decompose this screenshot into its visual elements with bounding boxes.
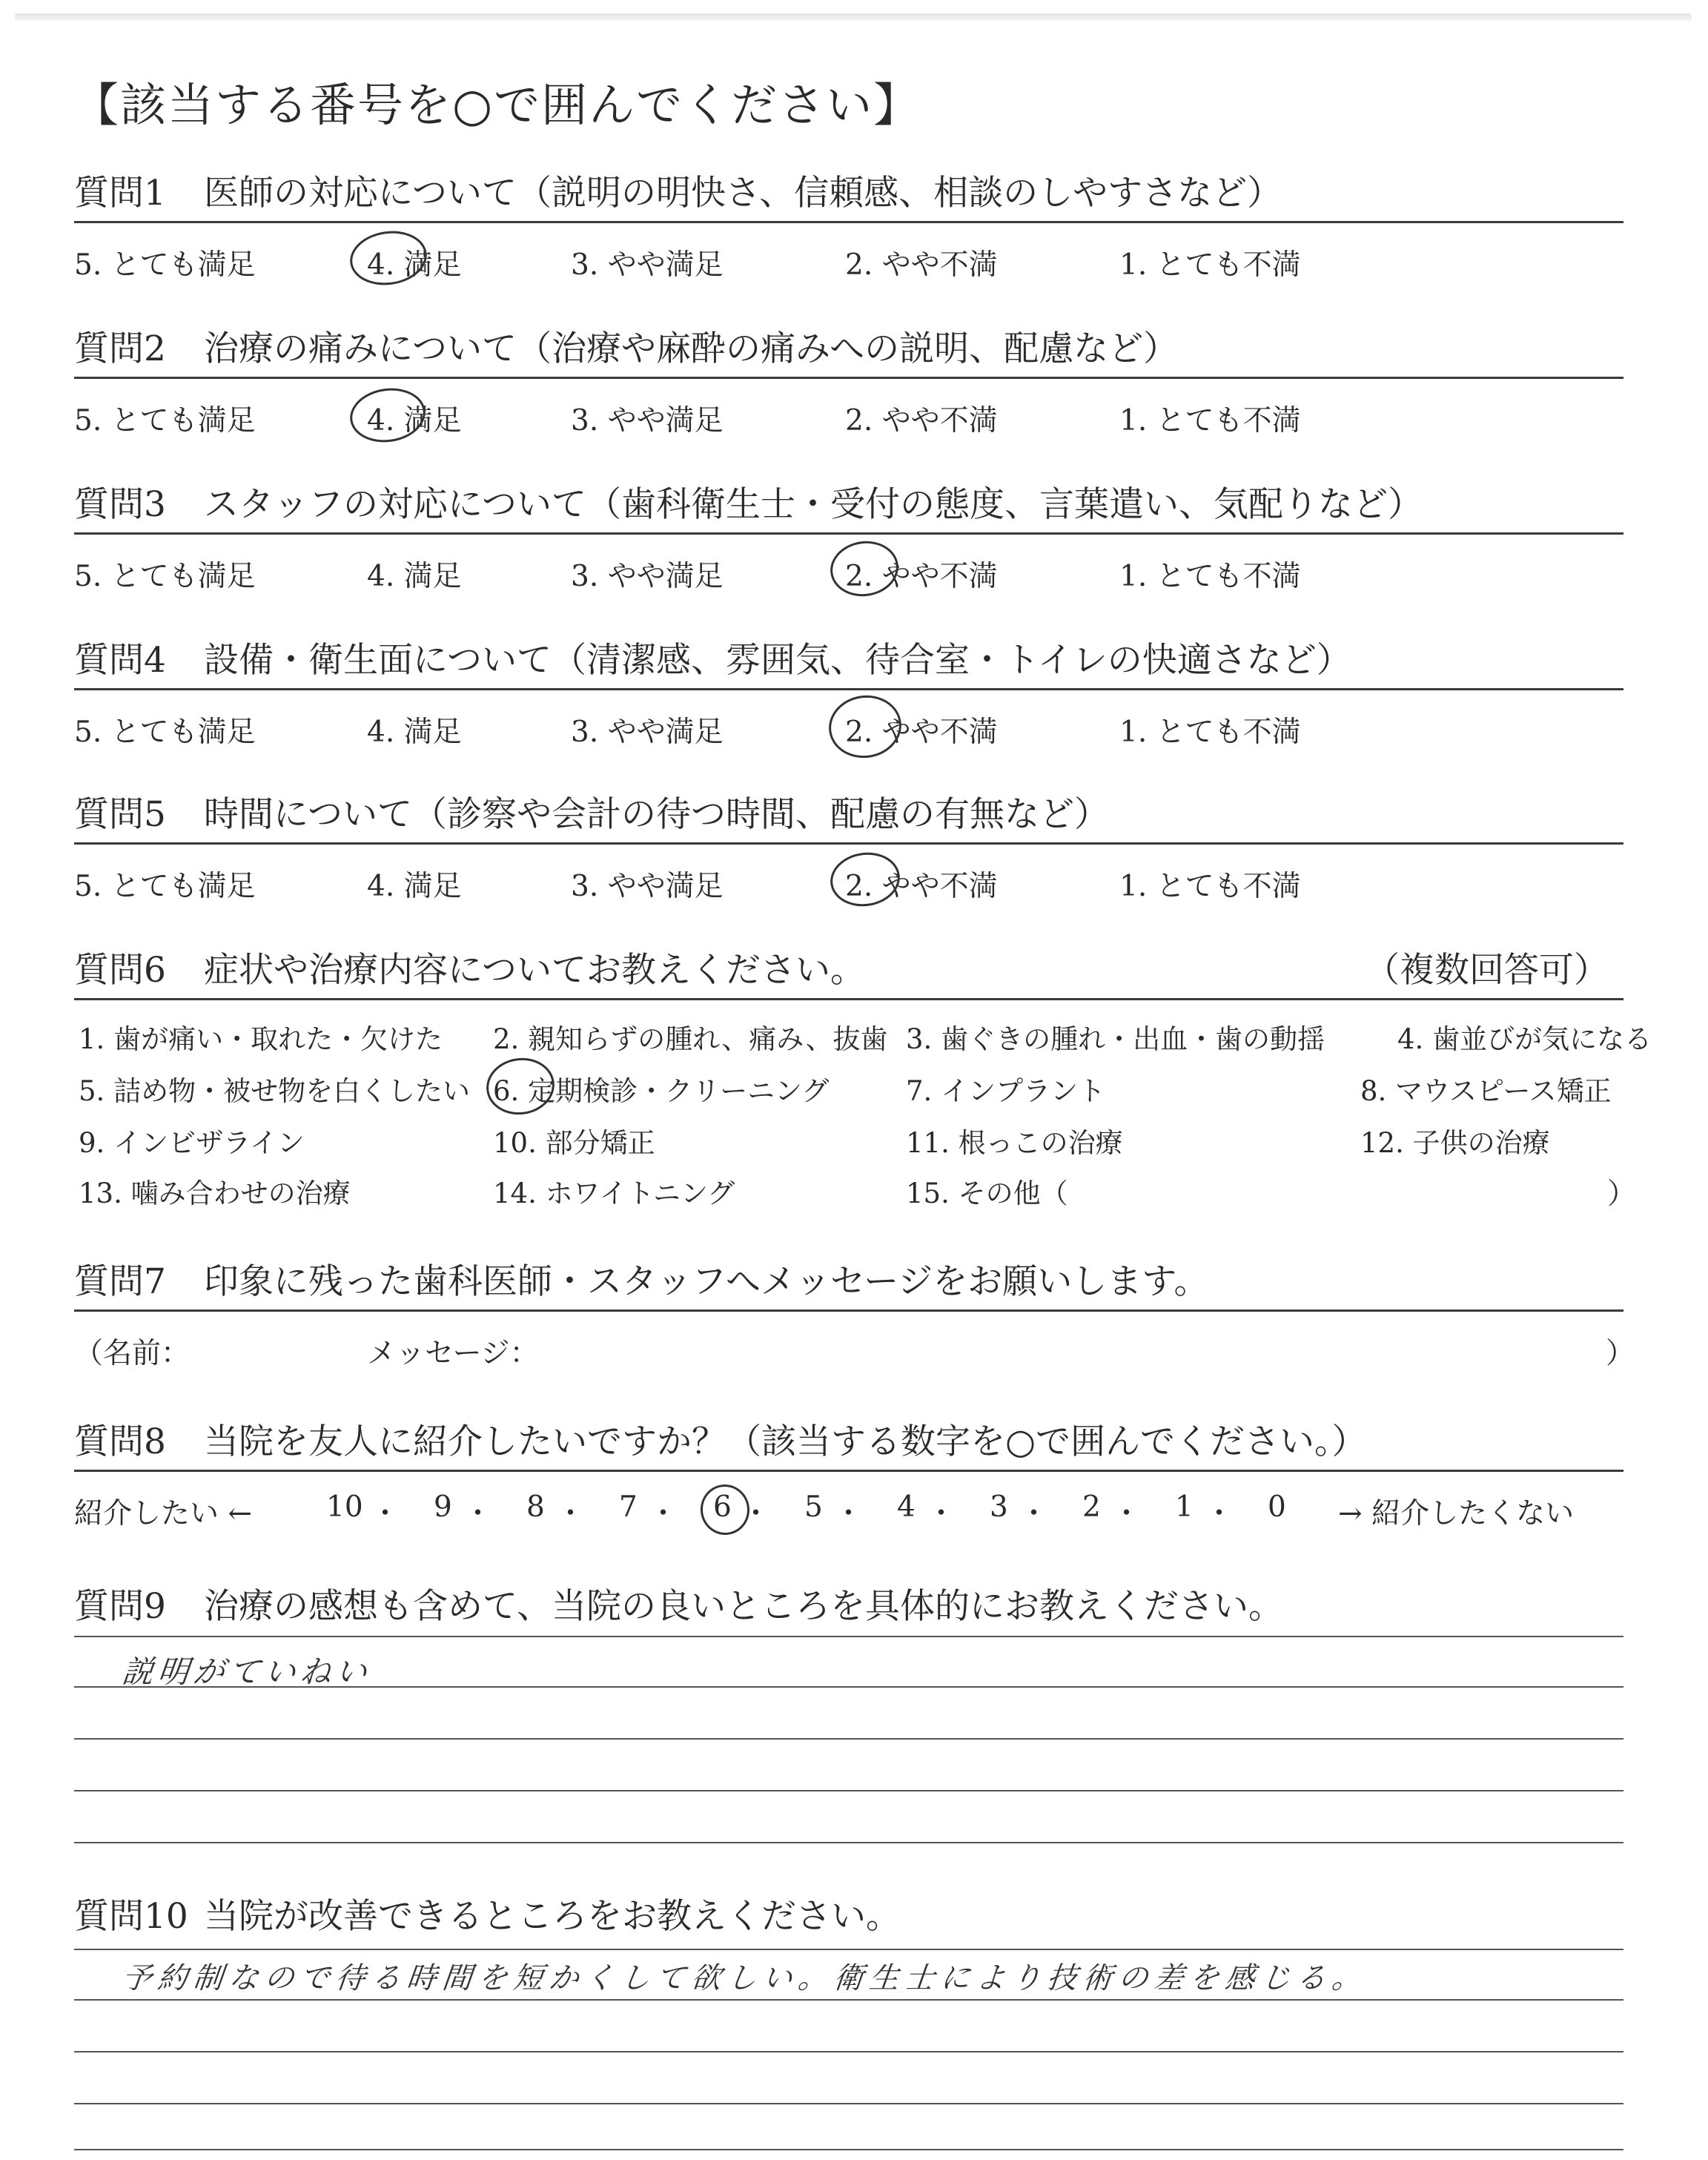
q6-item-4[interactable]: 4. 歯並びが気になる	[1397, 1023, 1652, 1055]
question-1-label: 質問1	[74, 173, 166, 214]
q3-option-2[interactable]: 2. やや不満	[845, 560, 998, 593]
question-3-label: 質問3	[74, 484, 166, 525]
q6-item-8[interactable]: 8. マウスピース矯正	[1360, 1075, 1612, 1107]
q9-answer-line-3[interactable]	[74, 1738, 1623, 1740]
q3-option-4[interactable]: 4. 満足	[367, 560, 462, 593]
q8-left-label: 紹介したい ←	[74, 1497, 253, 1530]
q4-option-3[interactable]: 3. やや満足	[571, 716, 724, 749]
q6-other-close-paren: ）	[1607, 1178, 1637, 1211]
q6-item-11[interactable]: 11. 根っこの治療	[906, 1127, 1123, 1159]
q10-answer-line-1	[74, 1949, 1623, 1950]
q6-item-5[interactable]: 5. 詰め物・被せ物を白くしたい	[79, 1075, 471, 1107]
q1-option-1[interactable]: 1. とても不満	[1119, 248, 1301, 282]
q8-scale-4[interactable]: 4	[897, 1490, 916, 1524]
q5-option-5[interactable]: 5. とても満足	[74, 870, 256, 903]
question-5-title: 時間について（診察や会計の待つ時間、配慮の有無など）	[204, 794, 1110, 835]
question-6-title: 症状や治療内容についてお教えください。	[204, 950, 866, 991]
q9-answer-line-4[interactable]	[74, 1790, 1623, 1791]
q2-option-4[interactable]: 4. 満足	[367, 404, 462, 437]
question-10-label: 質問10	[74, 1896, 188, 1937]
q2-option-2[interactable]: 2. やや不満	[845, 404, 998, 437]
q6-item-1[interactable]: 1. 歯が痛い・取れた・欠けた	[79, 1023, 443, 1055]
q1-option-5[interactable]: 5. とても満足	[74, 248, 256, 282]
question-8-label: 質問8	[74, 1421, 166, 1462]
q4-option-4[interactable]: 4. 満足	[367, 716, 462, 749]
question-3-title: スタッフの対応について（歯科衛生士・受付の態度、言葉遣い、気配りなど）	[204, 484, 1423, 525]
question-7-title-row	[74, 1258, 1623, 1312]
q9-answer-line-5[interactable]	[74, 1842, 1623, 1843]
question-9-title-row	[74, 1582, 1623, 1634]
q5-option-4[interactable]: 4. 満足	[367, 870, 462, 903]
q6-item-2[interactable]: 2. 親知らずの腫れ、痛み、抜歯	[493, 1023, 888, 1055]
q3-option-3[interactable]: 3. やや満足	[571, 560, 724, 593]
q8-scale-6[interactable]: 6	[713, 1490, 732, 1524]
question-9-label: 質問9	[74, 1586, 166, 1627]
q8-scale-2[interactable]: 2	[1082, 1490, 1101, 1524]
q6-item-13[interactable]: 13. 噛み合わせの治療	[79, 1178, 351, 1209]
q8-scale-10[interactable]: 10	[326, 1490, 363, 1524]
q8-scale-1[interactable]: 1	[1175, 1490, 1194, 1524]
q10-answer-line-3[interactable]	[74, 2051, 1623, 2052]
q9-answer-line-2[interactable]	[74, 1686, 1623, 1688]
question-6-note: （複数回答可）	[1365, 950, 1609, 991]
question-2-title: 治療の痛みについて（治療や麻酔の痛みへの説明、配慮など）	[204, 328, 1179, 369]
q6-item-6[interactable]: 6. 定期検診・クリーニング	[493, 1075, 830, 1107]
q8-sep-6: ・	[834, 1497, 864, 1530]
question-5-label: 質問5	[74, 794, 166, 835]
q7-name-label: （名前：	[74, 1337, 191, 1370]
question-4-label: 質問4	[74, 640, 166, 681]
question-1-title-row	[74, 169, 1623, 223]
page-heading: 【該当する番号を○で囲んでください】	[73, 78, 921, 132]
question-10-title: 当院が改善できるところをお教えください。	[204, 1896, 901, 1937]
q8-scale-9[interactable]: 9	[434, 1490, 452, 1524]
q9-answer-handwriting: 説明がていねい	[120, 1654, 374, 1690]
question-4-title-row	[74, 636, 1623, 690]
q8-sep-4: ・	[649, 1497, 678, 1530]
q8-right-label: → 紹介したくない	[1338, 1497, 1575, 1530]
q6-item-10[interactable]: 10. 部分矯正	[493, 1127, 655, 1159]
page-top-edge	[15, 13, 1692, 21]
q4-option-2[interactable]: 2. やや不満	[845, 716, 998, 749]
q8-scale-7[interactable]: 7	[619, 1490, 638, 1524]
question-5-title-row	[74, 790, 1623, 845]
q1-option-2[interactable]: 2. やや不満	[845, 248, 998, 282]
q5-option-2[interactable]: 2. やや不満	[845, 870, 998, 903]
question-7-label: 質問7	[74, 1261, 166, 1302]
q1-option-3[interactable]: 3. やや満足	[571, 248, 724, 282]
question-4-title: 設備・衛生面について（清潔感、雰囲気、待合室・トイレの快適さなど）	[204, 640, 1351, 681]
question-1-title: 医師の対応について（説明の明快さ、信頼感、相談のしやすさなど）	[204, 173, 1282, 214]
q8-sep-9: ・	[1112, 1497, 1142, 1530]
q6-item-12[interactable]: 12. 子供の治療	[1360, 1127, 1550, 1159]
question-6-label: 質問6	[74, 950, 166, 991]
q4-option-5[interactable]: 5. とても満足	[74, 716, 256, 749]
q8-sep-5: ・	[741, 1497, 771, 1530]
q4-option-1[interactable]: 1. とても不満	[1119, 716, 1301, 749]
q8-sep-1: ・	[371, 1497, 400, 1530]
q3-option-5[interactable]: 5. とても満足	[74, 560, 256, 593]
q8-sep-2: ・	[463, 1497, 493, 1530]
q6-item-14[interactable]: 14. ホワイトニング	[493, 1178, 735, 1209]
q6-item-15[interactable]: 15. その他（	[906, 1178, 1068, 1209]
question-2-label: 質問2	[74, 328, 166, 369]
question-8-title-row	[74, 1418, 1623, 1472]
q8-sep-10: ・	[1205, 1497, 1234, 1530]
question-3-title-row	[74, 480, 1623, 535]
q8-scale-3[interactable]: 3	[990, 1490, 1008, 1524]
q6-item-7[interactable]: 7. インプラント	[906, 1075, 1106, 1107]
q2-option-5[interactable]: 5. とても満足	[74, 404, 256, 437]
q8-sep-3: ・	[556, 1497, 586, 1530]
q6-item-9[interactable]: 9. インビザライン	[79, 1127, 305, 1159]
q8-sep-8: ・	[1019, 1497, 1049, 1530]
q5-option-3[interactable]: 3. やや満足	[571, 870, 724, 903]
q8-scale-8[interactable]: 8	[526, 1490, 545, 1524]
q6-item-3[interactable]: 3. 歯ぐきの腫れ・出血・歯の動揺	[906, 1023, 1325, 1055]
question-8-title: 当院を友人に紹介したいですか？（該当する数字を○で囲んでください。）	[204, 1421, 1367, 1462]
q7-close-paren: ）	[1606, 1337, 1635, 1370]
q8-scale-0[interactable]: 0	[1268, 1490, 1286, 1524]
question-9-title: 治療の感想も含めて、当院の良いところを具体的にお教えください。	[204, 1586, 1284, 1627]
q8-scale-5[interactable]: 5	[804, 1490, 823, 1524]
q2-option-3[interactable]: 3. やや満足	[571, 404, 724, 437]
q8-sep-7: ・	[927, 1497, 956, 1530]
q10-answer-handwriting: 予約制なので待る時間を短かくして欲しい。衛生士により技術の差を感じる。	[120, 1961, 1370, 1995]
q9-answer-line-1	[74, 1636, 1623, 1637]
q3-option-1[interactable]: 1. とても不満	[1119, 560, 1301, 593]
question-6-title-row	[74, 946, 1623, 1000]
q10-answer-line-4[interactable]	[74, 2103, 1623, 2104]
q7-message-label: メッセージ：	[367, 1337, 539, 1370]
question-10-title-row	[74, 1892, 1623, 1944]
q10-answer-line-2[interactable]	[74, 1999, 1623, 2001]
q10-answer-line-5[interactable]	[74, 2149, 1623, 2150]
q1-option-4[interactable]: 4. 満足	[367, 248, 462, 282]
question-7-title: 印象に残った歯科医師・スタッフへメッセージをお願いします。	[204, 1261, 1209, 1302]
question-2-title-row	[74, 325, 1623, 379]
q5-option-1[interactable]: 1. とても不満	[1119, 870, 1301, 903]
q2-option-1[interactable]: 1. とても不満	[1119, 404, 1301, 437]
